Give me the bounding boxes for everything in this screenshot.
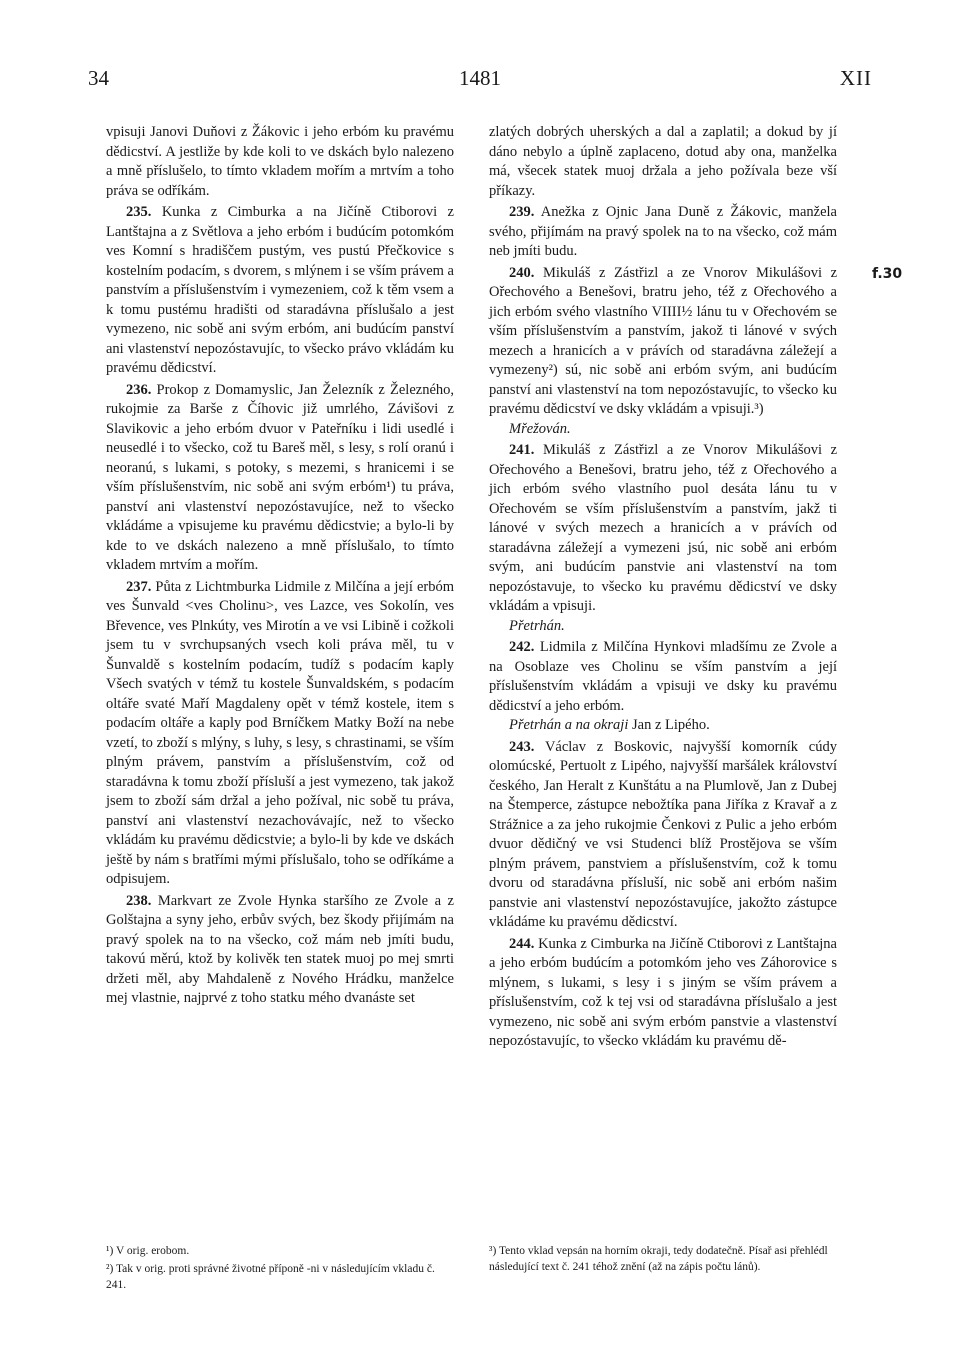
entry-number: 242. [509,639,535,655]
entry-number: 239. [509,204,535,220]
entry-number: 235. [126,204,152,220]
page-number: 34 [88,66,109,90]
entry-note: Přetrhán. [509,617,565,634]
note-text: Přetrhán a na okraji [509,717,629,733]
folio-marker: f.30 [872,266,903,282]
entry-237 [106,578,454,890]
running-year: 1481 [459,66,501,90]
entry-text: Lidmila z Milčína Hynkovi mladšímu ze Zvole a na Osoblaze ves Cholinu se vším panstvím a její příslušenstvím vkládám a vpisuji ve dsky ku pravému dědicství a jeho erbóm. [489,639,838,714]
entry-text: Mikuláš z Zástřizl a ze Vnorov Mikulášovi z Ořechového a Benešovi, bratru jeho, též z Ořechového a jich erbóm svého vlastního puol desáta lánu tu v Ořechovém se vším příslušenstvím a panstvím, jakž ti lánové v svých mezech a hranicích a v právích od staradávna záležejí a vymezeni jsú, nic sobě ani erbóm svým, ani budúcím panstvie ani vlastenství na tom nepozóstavuje, to všecko ku pravému dědicství ve dsky vkládám a vpisuji. [489,442,838,614]
entry-continuation: zlatých dobrých uherských a dal a zaplatil; a dokud by jí dáno nebylo a úplně zaplaceno, dotud aby ona, manželka má, všecek statek muoj držala a jeho požívala beze vší příkazy. [489,124,837,199]
volume-numeral: XII [839,66,872,90]
entry-243 [489,738,837,933]
footnote-3: ³) Tento vklad vepsán na horním okraji, tedy dodatečně. Písař asi přehlédl následující text č. 241 téhož znění (až na zápis počtu lánů). [489,1245,828,1273]
footnotes-left [106,1243,456,1295]
footnotes-right [489,1243,839,1277]
entry-text: Kunka z Cimburka a na Jičíně Ctiborovi z Lantštajna a z Světlova a jeho erbóm i budúcím potomkóm ves Komní s hradiščem pustým, ves pustú Přečkovice s kostelním podacím, s dvorem, s mlýnem i se vším právem a panstvím a příslušenstvím i vymezeniem, což k těm vsem a k tomu pustému hradišti od staradávna příslušalo a jest vymezeno, nic sobě ani svým erbóm, ani budúcím panství ani vlastenství nepozóstavujíc, to všecko právo vkládám ku pravému dědicství. [106,204,454,376]
left-column [106,123,454,1009]
entry-text: Anežka z Ojnic Jana Duně z Žákovic, manžela svého, přijímám na pravý spolek na to na všecko, což mám neb jmíti budu. [489,204,837,259]
entry-244 [489,935,837,1052]
entry-number: 238. [126,892,152,909]
entry-number: 243. [509,738,535,755]
entry-235 [106,203,454,379]
entry-240 [489,264,837,420]
entry-continuation: vpisuji Janovi Duňovi z Žákovic i jeho erbóm ku pravému dědicství. A jestliže by kde koli to ve dskách bylo nalezeno a mně příslušelo, to tímto vkladem mořím a mrtvím a toho práva se odříkám. [106,124,454,199]
entry-241 [489,441,837,617]
entry-text: Prokop z Domamyslic, Jan Železník z Železného, rukojmie za Barše z Číhovic již umrlého, Závišovi z Slavikovic a jeho erbóm dvuor v Pateřníku i lidi usedlé i neusedlé i to všecko, což tu Bareš měl, s lesy, s rolí oranú i neoranú, s lukami, s potoky, s mezemi, s hranicemi i se vším příslušenstvím, nic sobě ani svým erbóm¹) tu práva, panství ani vlastenství nepozóstavujíce, než to všecko vkládáme a vpisujeme ku pravému dědicstvie; a bylo-li by kde to ve dskách nalezeno a mně příslušalo, to tímto vkladem mrtvím a mořím. [106,381,454,573]
entry-236 [106,381,454,576]
page-header [88,66,872,96]
right-column [489,123,837,1052]
entry-238 [106,892,454,1009]
entry-number: 241. [509,442,535,458]
entry-text: Mikuláš z Zástřizl a ze Vnorov Mikulášovi z Ořechového a Benešovi, bratru jeho, též z Ořechového a jich erbóm svého vlastního VIIII½ lánu tu v Ořechovém se vším příslušenstvím a panstvím, jakož ti lánové v svých mezech a hranicích a v právích od staradávna záležejí a vymezeny²) sú, nic sobě ani erbóm svým, ani budúcím panství ani vlastenství na tom nepozóstavujíc, to všecko ku pravému dědicství ve dsky vkládám a vpisuji.³) [489,264,838,417]
footnote-2: ²) Tak v orig. proti správné životné příponě -ni v následujícím vkladu č. 241. [106,1263,435,1291]
note-text: Jan z Lipého. [631,717,710,733]
entry-242 [489,638,837,716]
entry-239 [489,203,837,262]
entry-text: Půta z Lichtmburka Lidmile z Milčína a její erbóm ves Šunvald <ves Cholinu>, ves Lazce, ves Sokolín, ves Břevence, ves Plnkúty, ves Mirotín a ve vsi Libině i cožkoli jsem tu v svrchupsaných vsech koli práva měl, tu v Šunvaldě s kostelním podacím, tudíž s podacím kaply Všech svatých v témž tu kostele Šunvaldském, s podacím oltáře svaté Maří Magdaleny opět v témž kostele, item s podacím oltáře a kaply pod Brníčkem Matky Boží na nebe vzetí, to zboží s mlýny, s luhy, s lesy, s chrastinami, se vším plným právem, panstvím a příslušenstvím, což od staradávna k tomu zboží přísluší a jest vymezeno, tak jakož jsem to zboží sám držal a jeho požíval, nic sobě tu práva, panství ani vlastenství nezachovávajíc, než to všecko vkládám ku pravému dědicstvie; a bylo-li by kde ve dskách ještě by nám s bratřími mými příslušalo, toho se odříkáme a odpisujem. [106,578,454,887]
entry-number: 237. [126,578,152,595]
footnote-1: ¹) V orig. erobom. [106,1245,190,1257]
entry-text: Václav z Boskovic, najvyšší komorník cúdy olomúcské, Pertuolt z Lipého, najvyšší maršálek království českého, Jan Heralt z Kunštátu a na Plumlově, Jan z Dubej na Štemperce, zástupce nebožtíka pana Jiříka z Kravař a z Strážnice a za jeho rukojmie Čenkovi z Pulic a jeho erbóm dvuor dědičný ve vsi Studenci blíž Prostějova se vším plným právem, panstviem a příslušenstvím, což k tomu dvoru od staradávna přísluší, nic sobě ani erbóm našim panstvie ani vlastenství nepozóstavujíce, jakožto zástupce vkládáme ku pravému dědicství. [489,738,837,930]
entry-note: Mřežován. [509,420,571,437]
entry-text: Kunka z Cimburka na Jičíně Ctiborovi z Lantštajna a jeho erbóm budúcím a potomkóm jeho ves Záhorovice s mlýnem, s lukami, s lesy i s jiným se vším právem a příslušenstvím, což k tej vsi od staradávna příslušalo a jest vymezeno, nic sobě ani svým erbóm panstvie a vlastenství nepozóstavujíc, to všecko vkládám ku pravému dě- [489,935,837,1049]
entry-number: 236. [126,381,152,398]
entry-note [489,716,837,736]
entry-text: Markvart ze Zvole Hynka staršího ze Zvole a z Golštajna a syny jeho, erbův svých, bez škody přijímám na pravý spolek na to na všecko, což mám neb jmíti budu, takovú měrú, ktož by kolivěk ten statek muoj po mej smrti držeti měl, aby Mahdaleně z Nového Hrádku, manželce mej vlastnie, najprvé z toho statku mého dvanáste set [106,892,454,1006]
entry-number: 240. [509,264,535,281]
entry-number: 244. [509,935,535,952]
